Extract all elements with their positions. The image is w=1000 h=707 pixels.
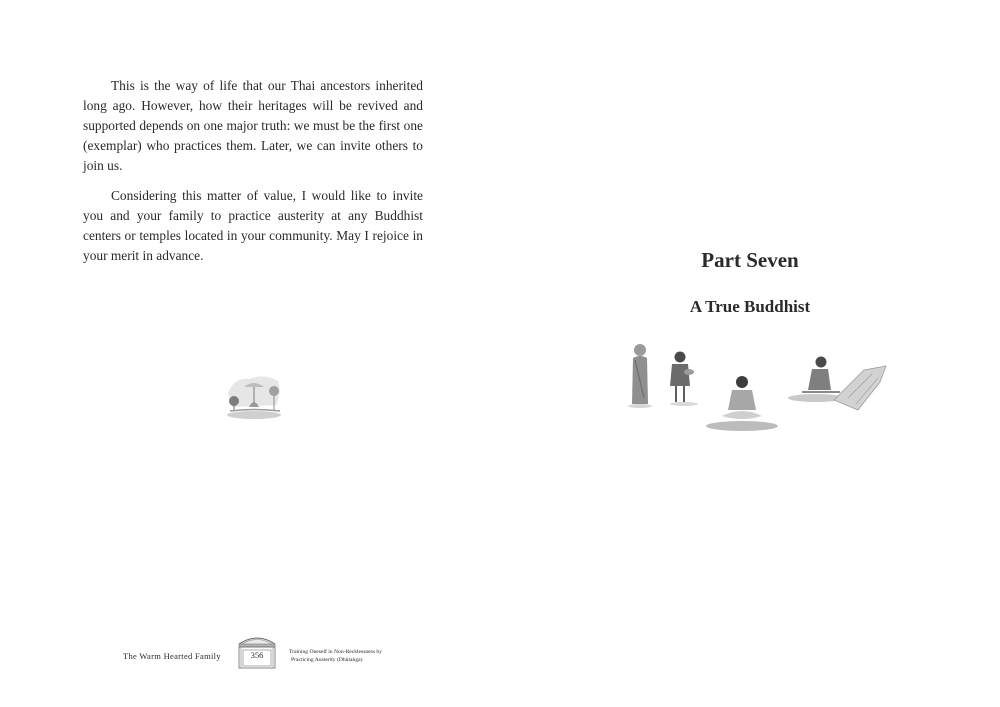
part-title: Part Seven (701, 248, 799, 272)
chapter-title-line: Training Oneself in Non-Recklessness by (289, 649, 383, 655)
chapter-title (289, 648, 399, 664)
book-title: The Warm Hearted Family (123, 651, 221, 661)
page-number: 356 (250, 650, 264, 660)
chapter-title-line: Practicing Austerity (Dhūtaṅga) (291, 657, 363, 663)
part-subtitle: A True Buddhist (689, 297, 811, 316)
monk-umbrella-vignette (224, 371, 284, 421)
paragraph: This is the way of life that our Thai ancestors inherited long ago. However, how their heritages will be revived and supported depends on one major truth: we must be the first one (exemplar) who practices them. Later, we can invite others to join us. (83, 78, 423, 173)
right-page (500, 0, 1000, 707)
paragraph: Considering this matter of value, I would like to invite you and your family to practice austerity at any Buddhist centers or temples located in your community. May I rejoice in your merit in advance. (83, 188, 423, 263)
children-practicing-illustration (626, 338, 890, 434)
body-text (83, 76, 423, 276)
